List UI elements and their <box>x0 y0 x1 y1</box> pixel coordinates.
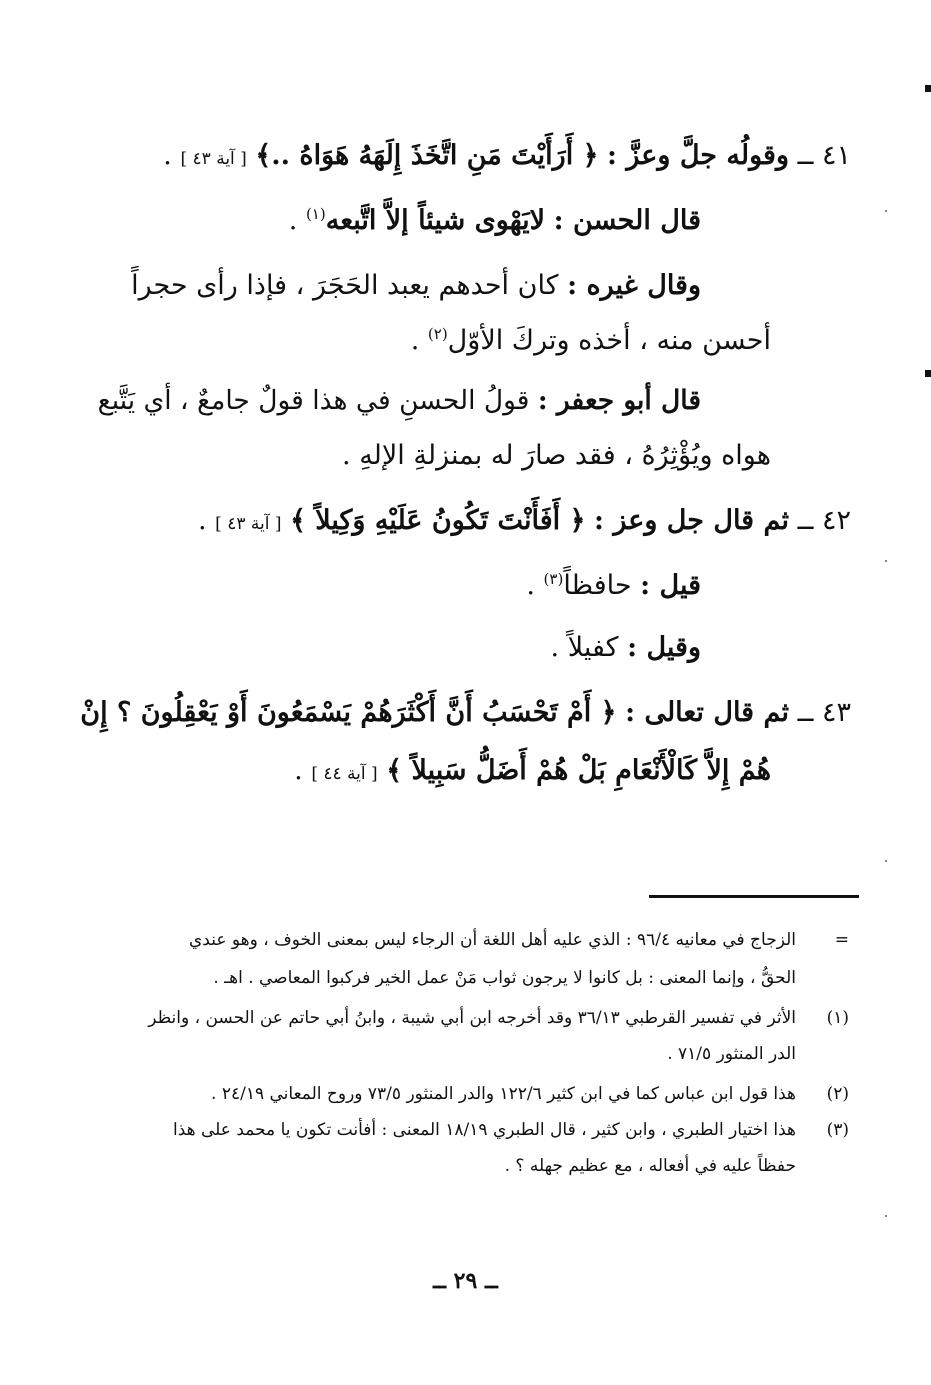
entry-end: . <box>294 755 303 786</box>
hasan-label: قال الحسن : <box>553 205 701 236</box>
qil-saying: قيل : حافظاً$^{(٣)}$ . <box>526 570 701 601</box>
ghayr-label: وقال غيره : <box>567 270 701 301</box>
scan-mark <box>925 85 931 92</box>
footnote-ref-2: (٢) <box>427 325 448 343</box>
entry-intro: ثم قال تعالى : <box>625 697 789 728</box>
verse-reference: [ آية ٤٣ ] <box>215 514 282 534</box>
footnote-ref-1: (١) <box>305 205 326 223</box>
footnote-3-line1: هذا اختيار الطبري ، وابن كثير ، قال الطبري ١٨/١٩ المعنى : أفأنت تكون يا محمد على هذا <box>172 1120 796 1140</box>
quran-verse-2: هُمْ إِلاَّ كَالْأَنْعَامِ بَلْ هُمْ أَضَلُّ سَبِيلاً ﴾ <box>386 755 771 786</box>
footnote-2-number: (٢) <box>826 1084 849 1104</box>
entry-43-line2 <box>90 755 771 786</box>
verse-reference: [ آية ٤٤ ] <box>311 764 378 784</box>
page-number: ــ ٢٩ ــ <box>433 1268 498 1294</box>
qil-label: قيل : <box>640 570 701 601</box>
entry-number: ٤٣ ــ <box>797 697 851 728</box>
waqil-saying <box>90 632 701 663</box>
quran-verse-1: ﴿ أَمْ تَحْسَبُ أَنَّ أَكْثَرَهُمْ يَسْمَعُونَ أَوْ يَعْقِلُونَ ؟ إِنْ <box>80 697 617 728</box>
entry-43-line1 <box>60 697 851 728</box>
quran-verse: ﴿ أَفَأَنْتَ تَكُونُ عَلَيْهِ وَكِيلاً ﴾ <box>290 505 586 536</box>
abu-jafar-text-1: قولُ الحسنِ في هذا قولٌ جامعٌ ، أي يَتَّبع <box>97 385 530 416</box>
entry-intro: ثم قال جل وعز : <box>593 505 789 536</box>
scan-dot <box>885 210 887 212</box>
footnote-3-number: (٣) <box>826 1120 849 1140</box>
abu-jafar-line1 <box>90 385 701 416</box>
abu-jafar-text-2: هواه ويُؤْثِرُهُ ، فقد صارَ له بمنزلةِ الإلهِ . <box>342 440 771 471</box>
waqil-label: وقيل : <box>627 632 701 663</box>
ghayr-saying-line1 <box>90 270 701 301</box>
ghayr-text-2: أحسن منه ، أخذه وتركَ الأوّل <box>447 325 771 356</box>
footnote-separator <box>649 895 859 898</box>
qil-text: حافظاً <box>563 570 632 601</box>
hasan-saying: قال الحسن : لايَهْوى شيئاً إلاَّ اتَّبعه$^{(١)}$ . <box>288 205 701 236</box>
ghayr-text-1: كان أحدهم يعبد الحَجَرَ ، فإذا رأى حجراً <box>131 270 559 301</box>
abu-jafar-label: قال أبو جعفر : <box>537 385 701 416</box>
scan-dot <box>885 860 887 862</box>
footnote-ref-3: (٣) <box>543 570 564 588</box>
footnote-continued-line1: الزجاج في معانيه ٩٦/٤ : الذي عليه أهل اللغة أن الرجاء ليس بمعنى الخوف ، وهو عندي <box>188 930 796 950</box>
hasan-text: لايَهْوى شيئاً إلاَّ اتَّبعه <box>325 205 546 236</box>
entry-end: . <box>197 505 207 536</box>
ghayr-saying-line2: أحسن منه ، أخذه وتركَ الأوّل$^{(٢)}$ . <box>410 325 771 356</box>
footnote-1-line1: الأثر في تفسير القرطبي ٣٦/١٣ وقد أخرجه ابن أبي شيبة ، وابنُ أبي حاتم عن الحسن ، وانظر <box>148 1008 796 1028</box>
entry-end: . <box>163 140 172 171</box>
scan-dot <box>885 560 887 562</box>
entry-intro: وقولُه جلَّ وعزَّ : <box>607 140 789 171</box>
footnote-1-line2: الدر المنثور ٧١/٥ . <box>667 1044 796 1064</box>
footnote-3-line2: حفظاً عليه في أفعاله ، مع عظيم جهله ؟ . <box>504 1156 796 1176</box>
scan-dot <box>885 1215 887 1217</box>
abu-jafar-line2 <box>90 440 771 471</box>
entry-42 <box>90 505 851 536</box>
verse-reference: [ آية ٤٣ ] <box>180 149 247 169</box>
footnote-2-line1: هذا قول ابن عباس كما في ابن كثير ١٢٢/٦ والدر المنثور ٧٣/٥ وروح المعاني ٢٤/١٩ . <box>211 1084 796 1104</box>
entry-41 <box>90 140 851 171</box>
quran-verse: ﴿ أَرَأَيْتَ مَنِ اتَّخَذَ إِلَهَهُ هَوَاهُ ..﴾ <box>255 140 599 171</box>
entry-number: ٤٢ ــ <box>797 505 851 536</box>
footnote-1-number: (١) <box>826 1008 849 1028</box>
footnote-continued-line2: الحقُّ ، وإنما المعنى : بل كانوا لا يرجون ثواب مَنْ عمل الخير فركبوا المعاصي . اهـ . <box>213 968 796 988</box>
waqil-text: كفيلاً . <box>550 632 619 663</box>
entry-number: ٤١ ــ <box>797 140 851 171</box>
scan-mark <box>925 370 931 377</box>
continued-mark: = <box>834 930 849 950</box>
